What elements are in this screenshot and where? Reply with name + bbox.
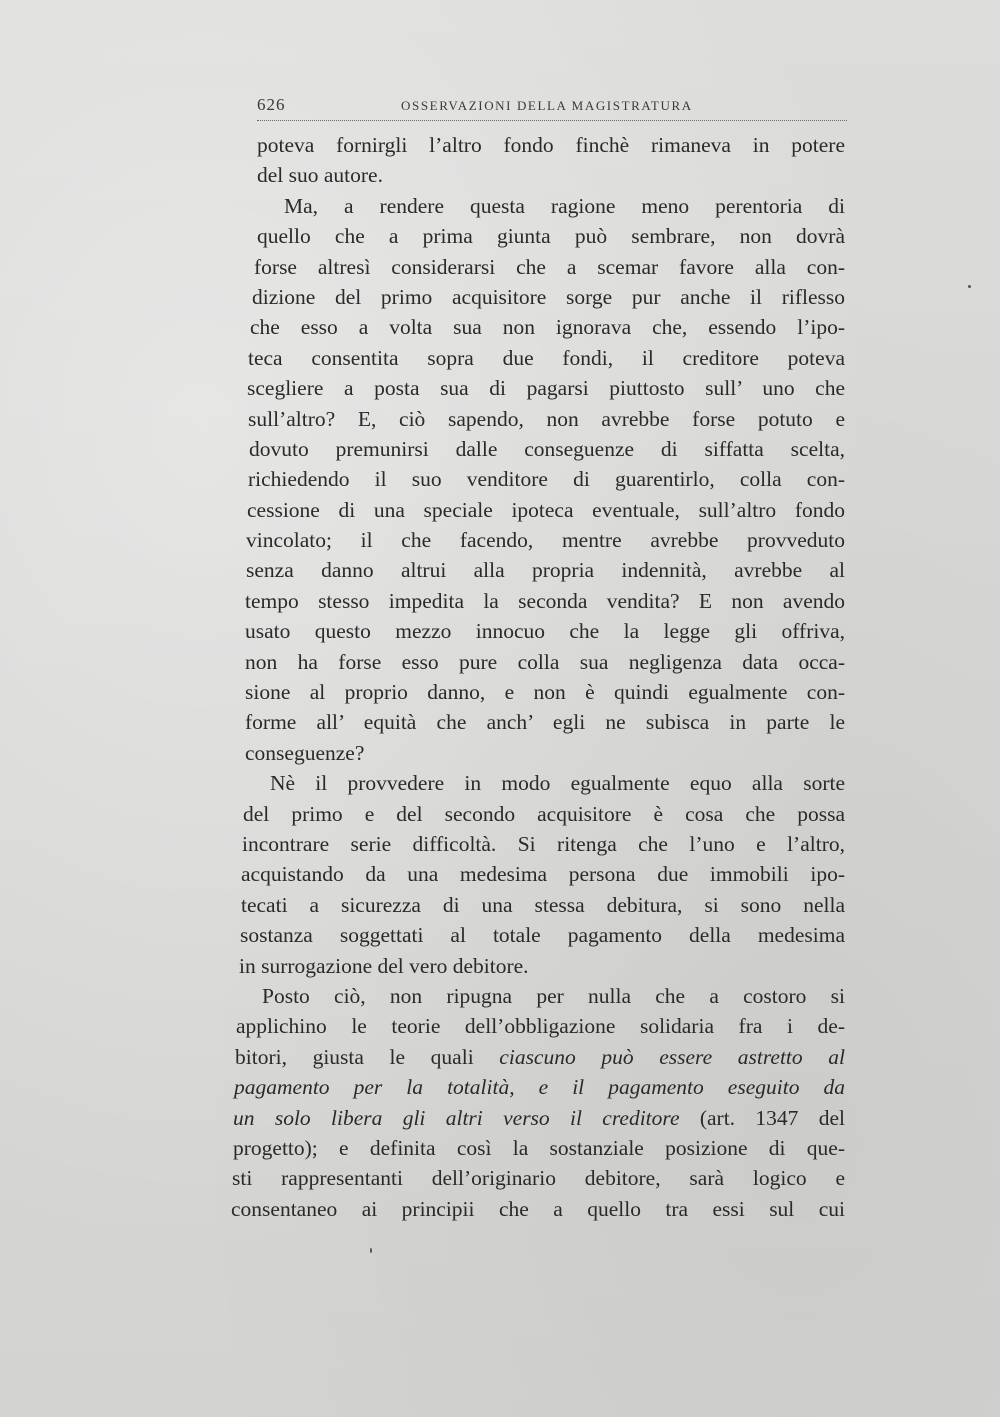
- text-line: Posto ciò, non ripugna per nulla che a costoro si: [262, 983, 845, 1008]
- body-text: [230, 130, 845, 1224]
- text-line: dovuto premunirsi dalle conseguenze di siffatta scelta,: [249, 436, 845, 461]
- text-line: Ma, a rendere questa ragione meno perentoria di: [284, 193, 845, 218]
- text-line: progetto); e definita così la sostanziale posizione di que-: [233, 1135, 845, 1160]
- text-line: vincolato; il che facendo, mentre avrebbe provveduto: [246, 528, 845, 553]
- text-line: del primo e del secondo acquisitore è cosa che possa: [243, 801, 845, 826]
- text-line: tempo stesso impedita la seconda vendita? E non avendo: [245, 588, 845, 613]
- page-header: [257, 95, 847, 125]
- paper-speck: [968, 285, 971, 288]
- text-line: applichino le teorie dell’obbligazione solidaria fra i de-: [236, 1014, 845, 1039]
- text-line: tecati a sicurezza di una stessa debitura, si sono nella: [241, 892, 845, 917]
- text-line: acquistando da una medesima persona due immobili ipo-: [241, 862, 845, 887]
- text-line: dizione del primo acquisitore sorge pur anche il riflesso: [252, 284, 845, 309]
- text-line: quello che a prima giunta può sembrare, non dovrà: [257, 224, 845, 249]
- text-line: [234, 1072, 845, 1102]
- text-line: Nè il provvedere in modo egualmente equo alla sorte: [270, 771, 845, 796]
- text-line: richiedendo il suo venditore di guarentirlo, colla con-: [248, 467, 845, 492]
- paper-speck: [370, 1248, 372, 1253]
- text-line: non ha forse esso pure colla sua negligenza data occa-: [245, 649, 845, 674]
- italic-quotation: un solo libera gli altri verso il creditore: [233, 1105, 680, 1130]
- text-line: sull’altro? E, ciò sapendo, non avrebbe forse potuto e: [248, 406, 845, 431]
- italic-quotation: ciascuno può essere astretto al: [499, 1044, 845, 1069]
- text-line: senza danno altrui alla propria indennità, avrebbe al: [246, 558, 845, 583]
- running-head: OSSERVAZIONI DELLA MAGISTRATURA: [401, 98, 693, 113]
- text-line: in surrogazione del vero debitore.: [239, 953, 529, 978]
- text-line: conseguenze?: [245, 740, 365, 765]
- text-line: forme all’ equità che anch’ egli ne subisca in parte le: [245, 710, 845, 735]
- text-line: [233, 1103, 845, 1133]
- text-line: usato questo mezzo innocuo che la legge gli offriva,: [245, 619, 845, 644]
- text-segment: (art. 1347 del: [679, 1105, 845, 1130]
- text-line: del suo autore.: [257, 163, 383, 188]
- text-segment: bitori, giusta le quali: [235, 1044, 500, 1069]
- text-line: incontrare serie difficoltà. Si ritenga che l’uno e l’altro,: [242, 831, 845, 856]
- text-line: poteva fornirgli l’altro fondo finchè rimaneva in potere: [257, 133, 845, 157]
- text-line: sione al proprio danno, e non è quindi egualmente con-: [245, 680, 845, 705]
- text-line: [235, 1042, 845, 1072]
- text-line: che esso a volta sua non ignorava che, essendo l’ipo-: [250, 315, 845, 340]
- text-line: teca consentita sopra due fondi, il creditore poteva: [248, 345, 845, 370]
- page-number: 626: [257, 95, 286, 114]
- italic-quotation: pagamento per la totalità, e il pagamento eseguito da: [234, 1075, 845, 1100]
- text-line: sostanza soggettati al totale pagamento della medesima: [240, 923, 845, 948]
- text-line: forse altresì considerarsi che a scemar favore alla con-: [254, 254, 845, 279]
- text-line: sti rappresentanti dell’originario debitore, sarà logico e: [232, 1166, 845, 1191]
- text-line: scegliere a posta sua di pagarsi piuttosto sull’ uno che: [247, 376, 845, 401]
- text-line: consentaneo ai principii che a quello tra essi sul cui: [231, 1196, 845, 1221]
- header-rule: [257, 120, 847, 121]
- text-line: cessione di una speciale ipoteca eventuale, sull’altro fondo: [247, 497, 845, 522]
